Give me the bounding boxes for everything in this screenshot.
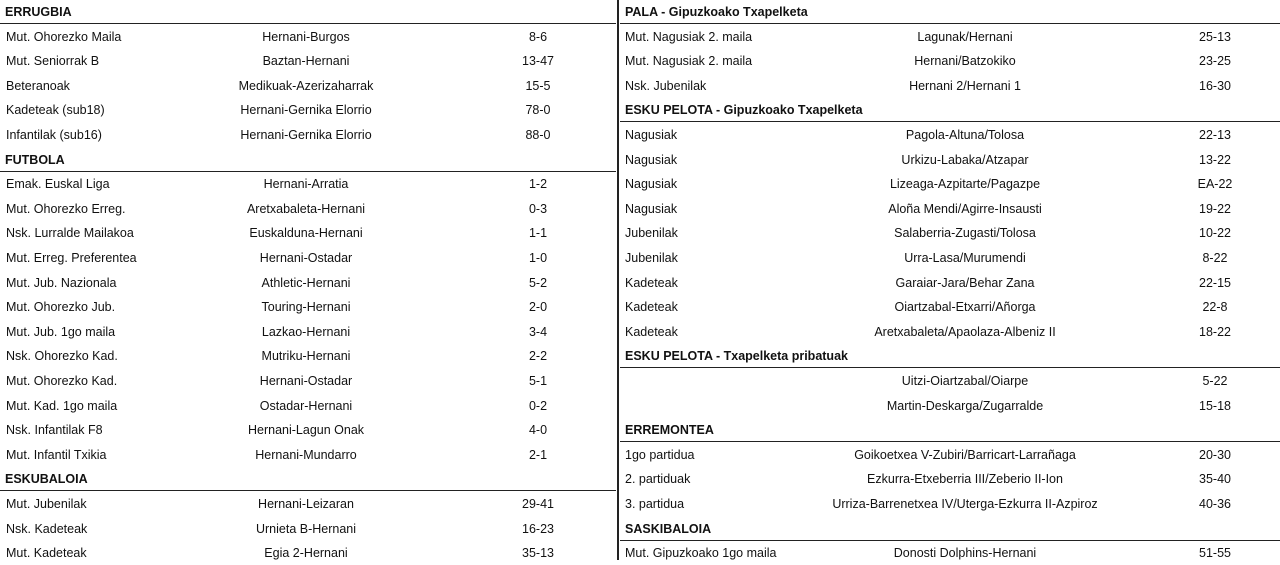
section-title: ERREMONTEA [625, 423, 714, 438]
match-cell: Baztan-Hernani [262, 54, 350, 69]
result-row [620, 541, 1280, 565]
result-row [0, 271, 616, 295]
match-cell: Garaiar-Jara/Behar Zana [895, 275, 1035, 290]
result-row [0, 123, 616, 147]
score-cell: 16-30 [1199, 78, 1231, 93]
result-row [0, 197, 616, 221]
score-cell: 2-1 [528, 447, 548, 462]
result-row [620, 394, 1280, 418]
result-row [0, 295, 616, 319]
result-row [0, 172, 616, 196]
result-row [620, 74, 1280, 98]
match-cell: Lizeaga-Azpitarte/Pagazpe [889, 177, 1041, 192]
section-header [620, 344, 1280, 368]
section-header [620, 0, 1280, 24]
match-cell: Ezkurra-Etxeberria III/Zeberio II-Ion [867, 472, 1063, 487]
score-cell: 78-0 [525, 103, 551, 118]
result-row [0, 98, 616, 122]
score-cell: 20-30 [1199, 447, 1231, 462]
score-cell: 88-0 [525, 128, 551, 142]
score-cell: 8-22 [1202, 251, 1228, 265]
result-row [620, 246, 1280, 270]
category-cell: Beteranoak [6, 78, 70, 93]
result-row [0, 25, 616, 49]
score-cell: 35-13 [522, 546, 554, 561]
result-row [620, 221, 1280, 245]
category-cell: Kadeteak [625, 324, 678, 339]
result-row [0, 492, 616, 516]
result-row [0, 246, 616, 270]
match-cell: Athletic-Hernani [261, 275, 351, 290]
section-header [0, 148, 616, 172]
match-cell: Hernani-Leizaran [258, 497, 354, 511]
score-cell: 13-47 [522, 54, 554, 69]
score-cell: 15-5 [525, 78, 551, 93]
score-cell: 22-15 [1199, 275, 1231, 290]
category-cell: Mut. Kad. 1go maila [6, 398, 118, 413]
result-row [620, 148, 1280, 172]
section-title: ERRUGBIA [5, 5, 72, 19]
score-cell: 2-2 [528, 349, 548, 364]
score-cell: 5-22 [1202, 374, 1228, 388]
category-cell: Mut. Gipuzkoako 1go maila [625, 546, 777, 561]
section-title: SASKIBALOIA [625, 521, 712, 536]
section-title: ESKU PELOTA - Txapelketa pribatuak [625, 349, 848, 364]
category-cell: Nsk. Kadeteak [6, 521, 88, 536]
match-cell: Ostadar-Hernani [259, 398, 353, 413]
score-cell: 15-18 [1199, 398, 1231, 413]
result-row [620, 172, 1280, 196]
match-cell: Touring-Hernani [261, 300, 351, 315]
score-cell: EA-22 [1197, 177, 1233, 192]
match-cell: Hernani-Gernika Elorrio [240, 103, 372, 118]
result-row [620, 369, 1280, 393]
left-results-column [0, 0, 616, 560]
category-cell: Kadeteak (sub18) [6, 103, 105, 118]
match-cell: Goikoetxea V-Zubiri/Barricart-Larrañaga [854, 447, 1076, 462]
score-cell: 1-0 [528, 251, 548, 265]
result-row [0, 49, 616, 73]
match-cell: Hernani-Gernika Elorrio [240, 128, 372, 142]
category-cell: Infantilak (sub16) [6, 128, 102, 142]
result-row [620, 295, 1280, 319]
section-title: ESKU PELOTA - Gipuzkoako Txapelketa [625, 103, 863, 118]
section-header [0, 467, 616, 491]
section-header [620, 418, 1280, 442]
score-cell: 19-22 [1199, 201, 1231, 216]
category-cell: Mut. Ohorezko Maila [6, 29, 122, 44]
match-cell: Hernani-Ostadar [259, 374, 353, 388]
category-cell: Mut. Infantil Txikia [6, 447, 107, 462]
result-row [620, 271, 1280, 295]
score-cell: 51-55 [1199, 546, 1231, 561]
category-cell: Nagusiak [625, 152, 678, 167]
section-header [0, 0, 616, 24]
match-cell: Euskalduna-Hernani [249, 226, 363, 241]
match-cell: Oiartzabal-Etxarri/Añorga [894, 300, 1036, 315]
category-cell: Nagusiak [625, 128, 678, 142]
result-row [620, 320, 1280, 344]
category-cell: Jubenilak [625, 251, 678, 265]
score-cell: 35-40 [1199, 472, 1231, 487]
match-cell: Hernani-Lagun Onak [247, 423, 365, 438]
result-row [0, 344, 616, 368]
match-cell: Lagunak/Hernani [917, 29, 1013, 44]
result-row [0, 541, 616, 565]
result-row [620, 25, 1280, 49]
category-cell: Mut. Ohorezko Erreg. [6, 201, 126, 216]
section-header [620, 98, 1280, 122]
category-cell: Mut. Seniorrak B [6, 54, 100, 69]
result-row [0, 320, 616, 344]
score-cell: 16-23 [522, 521, 554, 536]
result-row [0, 418, 616, 442]
match-cell: Aretxabaleta/Apaolaza-Albeniz II [874, 324, 1056, 339]
score-cell: 10-22 [1199, 226, 1231, 241]
score-cell: 8-6 [528, 29, 548, 44]
category-cell: Nsk. Jubenilak [625, 78, 707, 93]
score-cell: 29-41 [522, 497, 554, 511]
match-cell: Aretxabaleta-Hernani [246, 201, 366, 216]
result-row [0, 221, 616, 245]
score-cell: 0-2 [528, 398, 548, 413]
category-cell: Mut. Ohorezko Kad. [6, 374, 118, 388]
match-cell: Hernani-Burgos [262, 29, 350, 44]
category-cell: Mut. Erreg. Preferentea [6, 251, 137, 265]
category-cell: 3. partidua [625, 497, 685, 511]
result-row [620, 197, 1280, 221]
match-cell: Uitzi-Oiartzabal/Oiarpe [901, 374, 1029, 388]
match-cell: Urnieta B-Hernani [255, 521, 357, 536]
section-header [620, 517, 1280, 541]
category-cell: Nagusiak [625, 201, 678, 216]
match-cell: Donosti Dolphins-Hernani [893, 546, 1037, 561]
result-row [620, 49, 1280, 73]
category-cell: Kadeteak [625, 275, 678, 290]
score-cell: 40-36 [1199, 497, 1231, 511]
category-cell: Nsk. Infantilak F8 [6, 423, 103, 438]
match-cell: Mutriku-Hernani [261, 349, 351, 364]
match-cell: Urkizu-Labaka/Atzapar [901, 152, 1029, 167]
score-cell: 2-0 [528, 300, 548, 315]
category-cell: Mut. Kadeteak [6, 546, 87, 561]
category-cell: Mut. Nagusiak 2. maila [625, 29, 753, 44]
score-cell: 1-1 [528, 226, 548, 241]
match-cell: Urra-Lasa/Murumendi [904, 251, 1026, 265]
match-cell: Hernani/Batzokiko [914, 54, 1016, 69]
category-cell: Nagusiak [625, 177, 678, 192]
score-cell: 18-22 [1199, 324, 1231, 339]
match-cell: Aloña Mendi/Agirre-Insausti [888, 201, 1042, 216]
category-cell: 1go partidua [625, 447, 695, 462]
section-title: PALA - Gipuzkoako Txapelketa [625, 5, 808, 19]
score-cell: 3-4 [528, 324, 548, 339]
result-row [0, 394, 616, 418]
match-cell: Pagola-Altuna/Tolosa [905, 128, 1025, 142]
result-row [620, 123, 1280, 147]
category-cell: 2. partiduak [625, 472, 691, 487]
match-cell: Hernani-Ostadar [259, 251, 353, 265]
result-row [0, 74, 616, 98]
score-cell: 13-22 [1199, 152, 1231, 167]
result-row [620, 467, 1280, 491]
match-cell: Hernani 2/Hernani 1 [909, 78, 1021, 93]
score-cell: 5-1 [528, 374, 548, 388]
score-cell: 23-25 [1199, 54, 1231, 69]
category-cell: Kadeteak [625, 300, 678, 315]
match-cell: Lazkao-Hernani [261, 324, 351, 339]
result-row [0, 517, 616, 541]
score-cell: 5-2 [528, 275, 548, 290]
result-row [0, 443, 616, 467]
category-cell: Nsk. Ohorezko Kad. [6, 349, 118, 364]
match-cell: Urriza-Barrenetxea IV/Uterga-Ezkurra II-Azpiroz [832, 497, 1098, 511]
score-cell: 25-13 [1199, 29, 1231, 44]
result-row [0, 369, 616, 393]
match-cell: Hernani-Mundarro [255, 447, 357, 462]
right-results-column [620, 0, 1280, 560]
category-cell: Emak. Euskal Liga [6, 177, 110, 192]
section-title: ESKUBALOIA [5, 472, 88, 487]
category-cell: Jubenilak [625, 226, 678, 241]
score-cell: 22-13 [1199, 128, 1231, 142]
result-row [620, 492, 1280, 516]
category-cell: Mut. Jub. 1go maila [6, 324, 116, 339]
category-cell: Mut. Nagusiak 2. maila [625, 54, 753, 69]
match-cell: Medikuak-Azerizaharrak [238, 78, 374, 93]
category-cell: Mut. Jubenilak [6, 497, 87, 511]
section-title: FUTBOLA [5, 152, 65, 167]
score-cell: 22-8 [1202, 300, 1228, 315]
match-cell: Salaberria-Zugasti/Tolosa [894, 226, 1036, 241]
category-cell: Mut. Ohorezko Jub. [6, 300, 116, 315]
score-cell: 4-0 [528, 423, 548, 438]
match-cell: Martin-Deskarga/Zugarralde [886, 398, 1044, 413]
result-row [620, 443, 1280, 467]
score-cell: 0-3 [528, 201, 548, 216]
category-cell: Mut. Jub. Nazionala [6, 275, 117, 290]
category-cell: Nsk. Lurralde Mailakoa [6, 226, 134, 241]
match-cell: Hernani-Arratia [263, 177, 349, 192]
score-cell: 1-2 [528, 177, 548, 192]
match-cell: Egia 2-Hernani [264, 546, 348, 561]
column-divider [617, 0, 619, 560]
